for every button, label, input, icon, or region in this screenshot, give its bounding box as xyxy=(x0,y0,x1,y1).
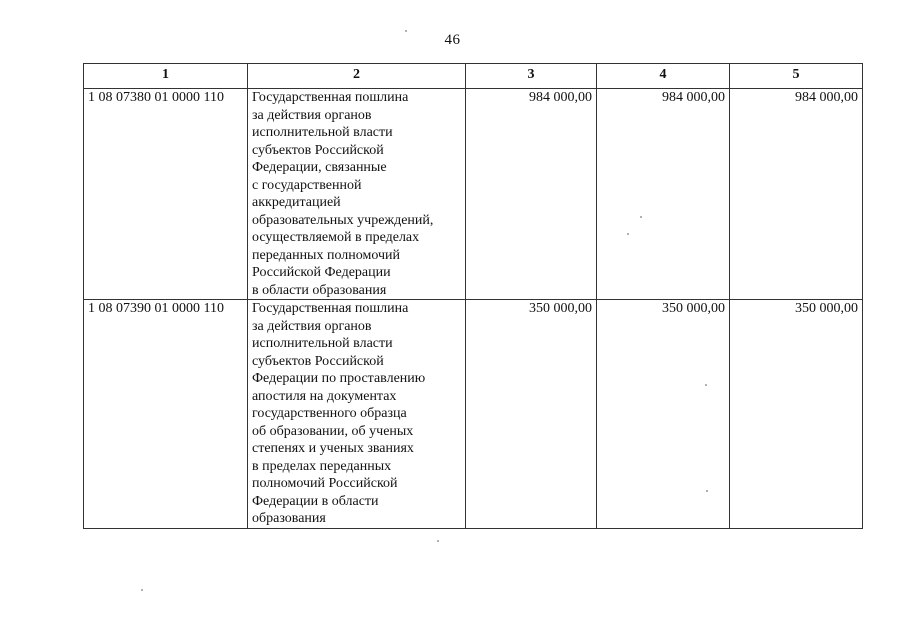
scan-speck xyxy=(627,233,629,235)
scan-speck xyxy=(141,589,143,591)
amount-col4: 350 000,00 xyxy=(597,300,730,529)
column-header-4: 4 xyxy=(597,64,730,89)
revenue-name-line: Российской Федерации xyxy=(252,265,391,280)
revenue-name-line: исполнительной власти xyxy=(252,125,393,140)
revenue-name-line: Федерации в области xyxy=(252,493,379,509)
amount-col5: 350 000,00 xyxy=(730,300,863,529)
revenue-name-line: переданных полномочий xyxy=(252,247,401,263)
scan-speck xyxy=(706,490,708,492)
revenue-name-line: образовательных учреждений, xyxy=(252,212,434,228)
amount-col3: 350 000,00 xyxy=(466,300,597,529)
budget-classification-code: 1 08 07390 01 0000 110 xyxy=(84,300,248,529)
amount-col3: 984 000,00 xyxy=(466,89,597,300)
revenue-name-line: степенях и ученых званиях xyxy=(252,441,414,456)
column-header-5: 5 xyxy=(730,64,863,89)
table-row xyxy=(84,89,863,300)
revenue-name-line: субъектов Российской xyxy=(252,142,384,158)
revenue-name-line: за действия органов xyxy=(252,107,372,123)
scan-speck xyxy=(437,540,439,542)
revenue-name-line: образования xyxy=(252,511,326,526)
revenue-name-line: полномочий Российской xyxy=(252,476,398,491)
revenue-name-line: за действия органов xyxy=(252,318,372,334)
revenue-name-line: апостиля на документах xyxy=(252,388,397,404)
revenue-name-line: государственного образца xyxy=(252,406,407,421)
amount-col4: 984 000,00 xyxy=(597,89,730,300)
revenue-name-line: Государственная пошлина xyxy=(252,90,409,105)
revenue-name xyxy=(248,89,466,300)
revenue-name-line: в пределах переданных xyxy=(252,458,392,474)
revenue-name-line: субъектов Российской xyxy=(252,353,384,369)
revenue-name-line: об образовании, об ученых xyxy=(252,423,414,439)
revenue-name-line: с государственной xyxy=(252,177,362,193)
table-row xyxy=(84,300,863,529)
budget-classification-code: 1 08 07380 01 0000 110 xyxy=(84,89,248,300)
table-header-row xyxy=(84,64,863,89)
amount-col5: 984 000,00 xyxy=(730,89,863,300)
column-header-2: 2 xyxy=(248,64,466,89)
revenue-table xyxy=(83,63,863,529)
revenue-name-line: осуществляемой в пределах xyxy=(252,230,420,245)
revenue-name-line: исполнительной власти xyxy=(252,336,393,351)
scan-speck xyxy=(705,384,707,386)
page-number: 46 xyxy=(444,32,461,48)
revenue-name-line: Государственная пошлина xyxy=(252,301,409,316)
revenue-name-line: аккредитацией xyxy=(252,195,341,210)
scan-speck xyxy=(405,30,407,32)
scan-speck xyxy=(640,216,642,218)
revenue-name-line: в области образования xyxy=(252,282,387,298)
revenue-name xyxy=(248,300,466,529)
revenue-name-line: Федерации по проставлению xyxy=(252,371,426,386)
column-header-3: 3 xyxy=(466,64,597,89)
column-header-1: 1 xyxy=(84,64,248,89)
revenue-name-line: Федерации, связанные xyxy=(252,160,387,175)
